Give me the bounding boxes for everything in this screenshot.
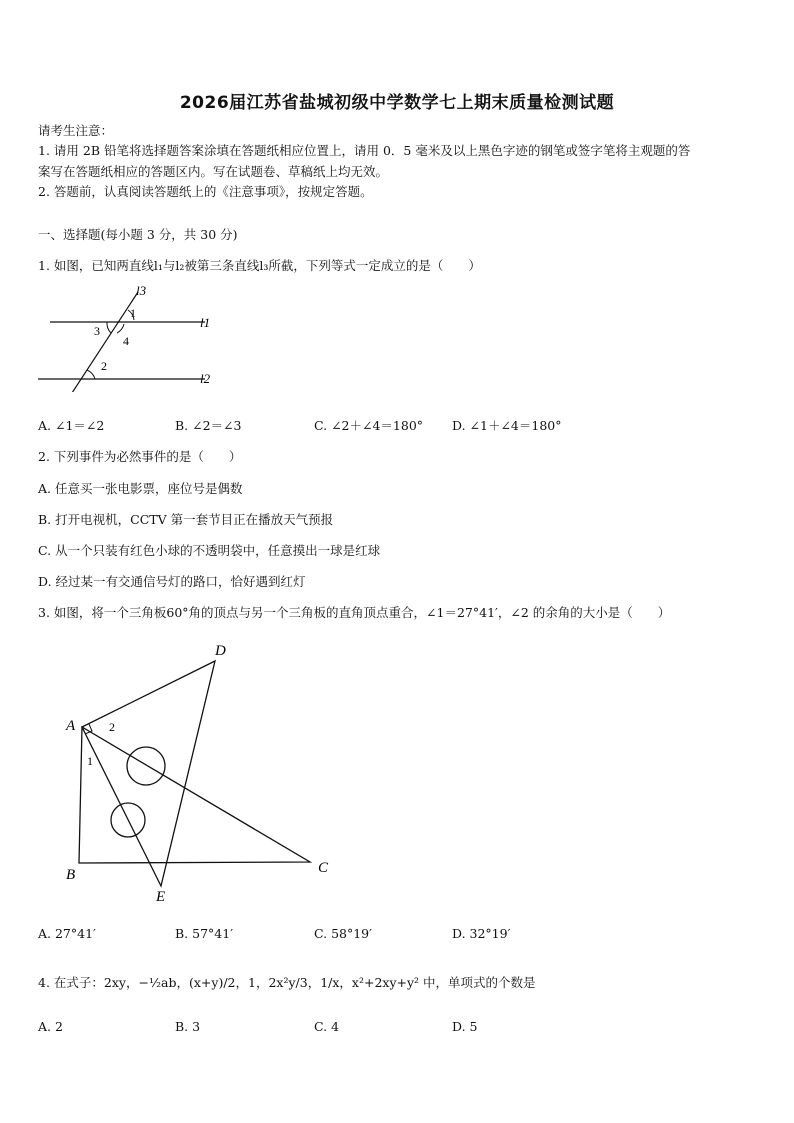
angle-arc-2 (87, 370, 95, 379)
triangle-hole-1 (127, 747, 165, 785)
label-l1: l1 (200, 315, 211, 330)
q1-figure (30, 282, 230, 392)
triangle-ade (82, 661, 215, 886)
q4-option-d: D. 5 (452, 1019, 478, 1034)
q4-stem: 4. 在式子：2xy，−½ab，(x+y)/2，1，2x²y/3，1/x，x²+2xy+y² 中，单项式的个数是 (38, 975, 536, 990)
q4-option-c: C. 4 (314, 1019, 340, 1034)
label-angle-2: 2 (101, 359, 107, 373)
label-l3: l3 (136, 283, 147, 298)
q3-option-b: B. 57°41′ (175, 926, 234, 941)
label-point-d: D (215, 643, 226, 659)
section-heading: 一、选择题(每小题 3 分，共 30 分) (38, 227, 238, 242)
label-angle-1: 1 (87, 754, 93, 768)
label-point-e: E (156, 889, 166, 905)
notice-line-1a: 1. 请用 2B 铅笔将选择题答案涂填在答题纸相应位置上，请用 0．5 毫米及以上黑色字迹的钢笔或签字笔将主观题的答 (38, 143, 691, 158)
label-angle-4: 4 (123, 334, 129, 348)
q1-option-a: A. ∠1＝∠2 (38, 418, 105, 433)
label-point-a: A (66, 718, 76, 734)
q4-option-a: A. 2 (38, 1019, 63, 1034)
q3-option-d: D. 32°19′ (452, 926, 511, 941)
q2-option-a: A. 任意买一张电影票，座位号是偶数 (38, 481, 243, 496)
angle-arc-4 (117, 324, 124, 333)
q2-option-c: C. 从一个只装有红色小球的不透明袋中，任意摸出一球是红球 (38, 543, 381, 558)
label-point-b: B (66, 867, 76, 883)
q3-option-a: A. 27°41′ (38, 926, 96, 941)
notice-heading: 请考生注意： (38, 123, 114, 138)
q3-option-c: C. 58°19′ (314, 926, 372, 941)
angle-arc-3 (107, 322, 111, 333)
q1-stem: 1. 如图，已知两直线l₁与l₂被第三条直线l₃所截，下列等式一定成立的是（ ） (38, 258, 481, 273)
label-angle-1: 1 (130, 306, 136, 320)
label-point-c: C (318, 860, 329, 876)
page-title: 2026届江苏省盐城初级中学数学七上期末质量检测试题 (179, 93, 615, 113)
notice-line-1b: 案写在答题纸相应的答题区内。写在试题卷、草稿纸上均无效。 (38, 164, 389, 179)
label-l2: l2 (200, 371, 211, 386)
q2-option-d: D. 经过某一有交通信号灯的路口，恰好遇到红灯 (38, 574, 306, 589)
q1-option-b: B. ∠2＝∠3 (175, 418, 242, 433)
q1-option-d: D. ∠1＋∠4＝180° (452, 418, 562, 433)
label-angle-2: 2 (109, 720, 115, 734)
q3-figure (55, 636, 345, 911)
label-angle-3: 3 (94, 324, 100, 338)
q2-stem: 2. 下列事件为必然事件的是（ ） (38, 449, 242, 464)
q4-option-b: B. 3 (175, 1019, 201, 1034)
q2-option-b: B. 打开电视机，CCTV 第一套节目正在播放天气预报 (38, 512, 334, 527)
notice-line-2: 2. 答题前，认真阅读答题纸上的《注意事项》，按规定答题。 (38, 184, 373, 199)
q1-option-c: C. ∠2＋∠4＝180° (314, 418, 424, 433)
q3-stem: 3. 如图，将一个三角板60°角的顶点与另一个三角板的直角顶点重合，∠1＝27°41′，∠2 的余角的大小是（ ） (38, 605, 671, 620)
